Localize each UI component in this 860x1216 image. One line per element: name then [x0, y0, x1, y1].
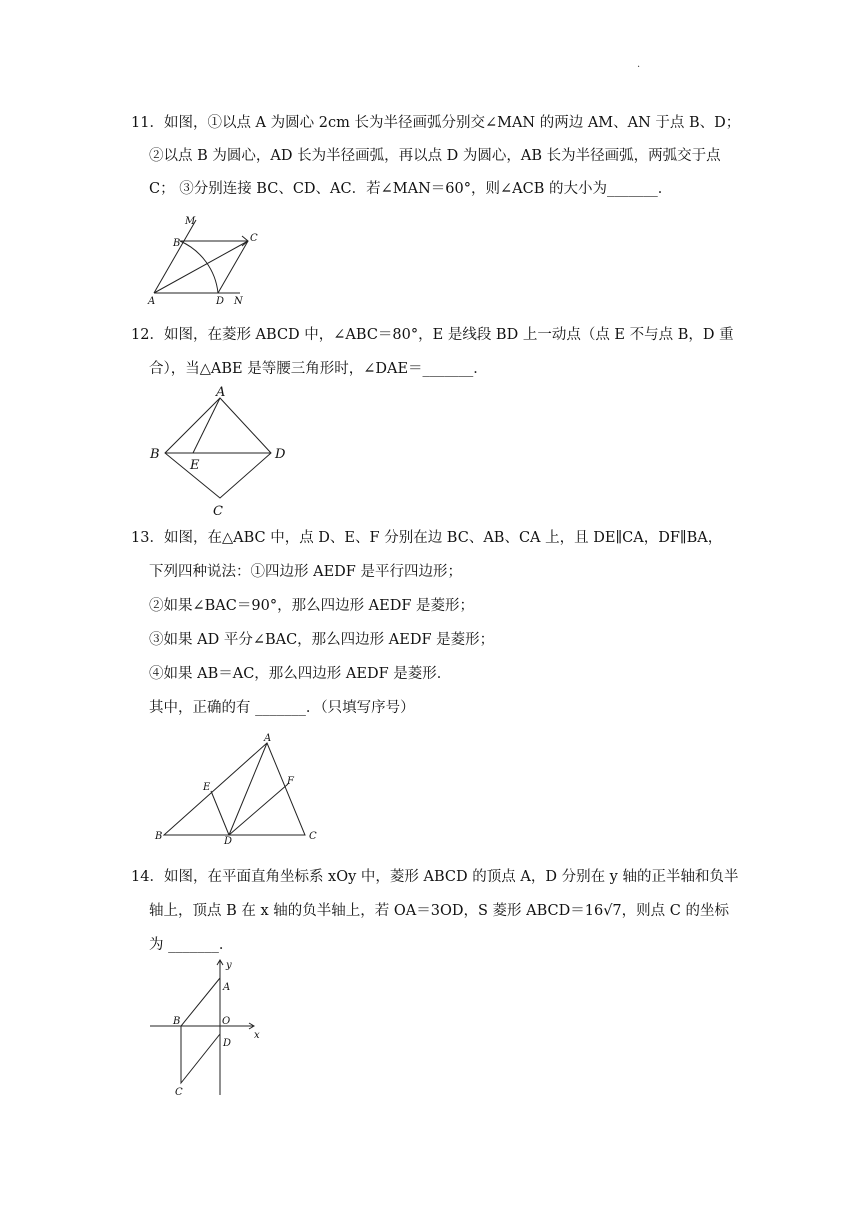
label-a: A	[264, 733, 272, 744]
label-c: C	[213, 504, 223, 515]
rhombus-abcd	[181, 978, 220, 1083]
question-text-line: 13．如图，在△ABC 中，点 D、E、F 分别在边 BC、AB、CA 上，且 DE∥CA，DF∥BA，	[131, 530, 723, 546]
label-b: B	[173, 1016, 181, 1027]
figure-coordinate-rhombus	[145, 955, 270, 1100]
label-d: D	[224, 836, 233, 844]
question-text-line: 下列四种说法：①四边形 AEDF 是平行四边形；	[149, 564, 462, 580]
question-text-line: ②如果∠BAC＝90°，那么四边形 AEDF 是菱形；	[149, 598, 475, 614]
question-text-line: 轴上，顶点 B 在 x 轴的负半轴上，若 OA＝3OD，S 菱形 ABCD＝16√7，则点 C 的坐标	[149, 903, 729, 919]
ray-am	[154, 220, 196, 293]
figure-angle-construction	[140, 210, 270, 310]
rhombus-abcd	[165, 398, 271, 498]
header-dot: ·	[637, 62, 641, 73]
label-x: x	[254, 1030, 260, 1041]
question-text-line: 合），当△ABE 是等腰三角形时，∠DAE＝_______．	[149, 361, 488, 377]
segment-ac	[154, 241, 248, 293]
question-text-line: ④如果 AB＝AC，那么四边形 AEDF 是菱形．	[149, 666, 452, 682]
question-text-line: 11．如图，①以点 A 为圆心 2cm 长为半径画弧分别交∠MAN 的两边 AM、AN 于点 B、D；	[131, 115, 741, 131]
label-a: A	[216, 385, 226, 400]
question-text-line: 12．如图，在菱形 ABCD 中，∠ABC＝80°，E 是线段 BD 上一动点（点 E 不与点 B，D 重	[131, 327, 734, 343]
label-d: D	[275, 447, 286, 462]
question-text-line: ②以点 B 为圆心，AD 长为半径画弧，再以点 D 为圆心，AB 长为半径画弧，两弧交于点	[149, 148, 721, 164]
question-text-line: C； ③分别连接 BC、CD、AC．若∠MAN＝60°，则∠ACB 的大小为_______．	[149, 181, 673, 197]
question-text-line: 其中，正确的有 _______．（只填写序号）	[149, 700, 415, 716]
label-b: B	[173, 238, 181, 249]
segment-de	[211, 791, 229, 835]
label-b: B	[155, 831, 163, 842]
label-a: A	[148, 296, 156, 307]
label-m: M	[185, 216, 196, 227]
figure-rhombus	[145, 385, 295, 515]
label-e: E	[190, 458, 200, 473]
segment-df	[229, 784, 288, 835]
arc-bd	[180, 241, 218, 293]
label-d: D	[223, 1038, 232, 1049]
segment-ad	[229, 743, 267, 835]
label-c: C	[309, 831, 317, 842]
label-c: C	[250, 233, 258, 244]
question-text-line: ③如果 AD 平分∠BAC，那么四边形 AEDF 是菱形；	[149, 632, 495, 648]
segment-ae	[193, 398, 220, 453]
label-y: y	[226, 960, 232, 971]
label-n: N	[234, 296, 243, 307]
question-text-line: 为 _______．	[149, 937, 234, 953]
label-o: O	[222, 1016, 231, 1027]
label-d: D	[216, 296, 225, 307]
label-c: C	[175, 1087, 183, 1098]
label-e: E	[203, 782, 211, 793]
question-text-line: 14．如图，在平面直角坐标系 xOy 中，菱形 ABCD 的顶点 A，D 分别在 y 轴的正半轴和负半	[131, 869, 739, 885]
label-a: A	[223, 982, 231, 993]
label-b: B	[150, 447, 160, 462]
figure-triangle-abc	[150, 732, 330, 844]
label-f: F	[287, 776, 294, 787]
